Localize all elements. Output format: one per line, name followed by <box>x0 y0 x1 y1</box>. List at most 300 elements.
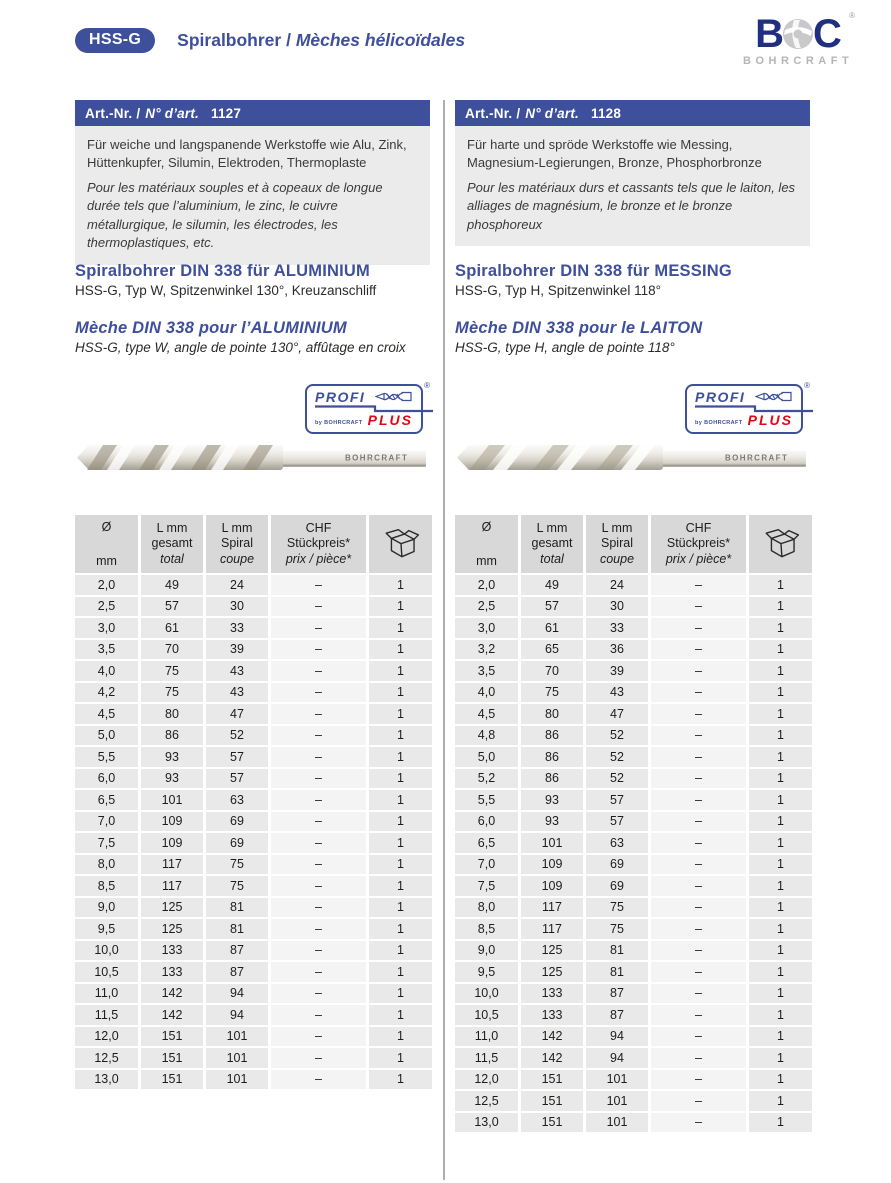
table-row <box>75 962 432 982</box>
table-cell: 39 <box>586 661 648 681</box>
table-cell: 81 <box>586 941 648 961</box>
table-cell: 93 <box>141 769 203 789</box>
drill-bit-photo <box>75 436 430 478</box>
table-row <box>455 790 812 810</box>
table-cell: 47 <box>206 704 268 724</box>
table-cell: – <box>651 876 746 896</box>
table-cell: 43 <box>206 683 268 703</box>
table-cell: 4,8 <box>455 726 518 746</box>
table-cell: 30 <box>586 597 648 617</box>
table-cell: 94 <box>206 984 268 1004</box>
table-cell: 69 <box>206 812 268 832</box>
plus-label: PLUS <box>747 412 793 428</box>
table-cell: 12,5 <box>455 1091 518 1111</box>
table-cell: 3,5 <box>75 640 138 660</box>
profi-label: PROFI <box>315 388 366 405</box>
table-cell: 12,0 <box>455 1070 518 1090</box>
page-header <box>75 28 465 53</box>
table-cell: 1 <box>749 898 812 918</box>
table-cell: – <box>271 855 366 875</box>
table-row <box>455 618 812 638</box>
table-row <box>455 1048 812 1068</box>
table-cell: 11,0 <box>75 984 138 1004</box>
table-cell: 1 <box>749 984 812 1004</box>
table-cell: 1 <box>369 1005 432 1025</box>
table-row <box>455 941 812 961</box>
table-cell: 1 <box>369 962 432 982</box>
drill-bit-photo <box>455 436 810 478</box>
table-cell: – <box>271 876 366 896</box>
table-cell: – <box>651 833 746 853</box>
box-icon <box>761 526 801 563</box>
table-cell: 1 <box>749 747 812 767</box>
table-cell: – <box>651 769 746 789</box>
table-cell: 1 <box>369 898 432 918</box>
table-row <box>455 1070 812 1090</box>
table-cell: 10,5 <box>75 962 138 982</box>
table-cell: – <box>651 726 746 746</box>
table-cell: 125 <box>141 898 203 918</box>
header-price: CHF Stückpreis* prix / pièce* <box>271 515 366 573</box>
table-cell: 47 <box>586 704 648 724</box>
table-row <box>455 769 812 789</box>
table-cell: 1 <box>749 1113 812 1133</box>
table-row <box>75 769 432 789</box>
table-cell: 13,0 <box>75 1070 138 1090</box>
table-cell: 101 <box>586 1070 648 1090</box>
table-cell: 1 <box>369 597 432 617</box>
table-cell: – <box>651 747 746 767</box>
table-cell: 1 <box>369 833 432 853</box>
table-cell: 30 <box>206 597 268 617</box>
globe-icon <box>781 17 815 51</box>
table-cell: 151 <box>521 1091 583 1111</box>
table-cell: 8,0 <box>455 898 518 918</box>
table-cell: 133 <box>521 984 583 1004</box>
article-number: 1127 <box>210 105 242 121</box>
table-cell: 1 <box>369 747 432 767</box>
table-cell: 109 <box>521 876 583 896</box>
table-cell: 57 <box>521 597 583 617</box>
product-column-1128 <box>455 100 810 1134</box>
table-cell: 109 <box>141 812 203 832</box>
table-cell: 57 <box>141 597 203 617</box>
table-cell: 1 <box>749 769 812 789</box>
table-cell: 117 <box>141 855 203 875</box>
table-cell: 117 <box>141 876 203 896</box>
table-cell: 52 <box>586 726 648 746</box>
table-row <box>455 812 812 832</box>
table-cell: 6,0 <box>455 812 518 832</box>
table-cell: 43 <box>586 683 648 703</box>
table-cell: 151 <box>141 1048 203 1068</box>
by-bohrcraft-label: by BOHRCRAFT <box>695 420 743 426</box>
table-cell: – <box>271 575 366 595</box>
table-cell: 94 <box>206 1005 268 1025</box>
table-row <box>75 941 432 961</box>
table-cell: 69 <box>586 855 648 875</box>
table-cell: 6,5 <box>75 790 138 810</box>
table-cell: 1 <box>749 919 812 939</box>
product-subtitle-french: HSS-G, type W, angle de pointe 130°, affûtage en croix <box>75 340 406 355</box>
table-cell: 5,0 <box>75 726 138 746</box>
table-row <box>455 1113 812 1133</box>
table-cell: – <box>651 855 746 875</box>
table-cell: 1 <box>749 962 812 982</box>
table-cell: – <box>651 640 746 660</box>
table-cell: 1 <box>749 1070 812 1090</box>
table-row <box>75 876 432 896</box>
table-cell: 12,0 <box>75 1027 138 1047</box>
table-cell: – <box>271 812 366 832</box>
table-row <box>455 683 812 703</box>
table-cell: – <box>651 962 746 982</box>
table-cell: 4,0 <box>75 661 138 681</box>
table-row <box>75 919 432 939</box>
table-cell: 94 <box>586 1027 648 1047</box>
table-row <box>75 618 432 638</box>
table-row <box>455 984 812 1004</box>
table-cell: 1 <box>749 704 812 724</box>
table-cell: 61 <box>521 618 583 638</box>
table-cell: – <box>271 984 366 1004</box>
table-cell: 93 <box>521 790 583 810</box>
table-cell: 1 <box>749 683 812 703</box>
table-row <box>75 747 432 767</box>
table-cell: 101 <box>206 1027 268 1047</box>
table-cell: 1 <box>749 1048 812 1068</box>
size-price-table <box>72 513 435 1091</box>
table-cell: 9,0 <box>455 941 518 961</box>
table-cell: 1 <box>749 726 812 746</box>
table-cell: – <box>271 962 366 982</box>
table-cell: 3,0 <box>75 618 138 638</box>
product-title-french: Mèche DIN 338 pour le LAITON <box>455 319 703 337</box>
table-cell: 12,5 <box>75 1048 138 1068</box>
table-cell: 24 <box>206 575 268 595</box>
table-cell: – <box>651 704 746 724</box>
logo-letter-b: B <box>755 12 783 56</box>
table-cell: 8,5 <box>455 919 518 939</box>
table-cell: 2,0 <box>455 575 518 595</box>
table-row <box>75 597 432 617</box>
table-cell: 10,0 <box>455 984 518 1004</box>
table-cell: – <box>271 661 366 681</box>
table-cell: 1 <box>369 984 432 1004</box>
table-row <box>75 683 432 703</box>
table-cell: 75 <box>141 683 203 703</box>
table-cell: 133 <box>141 962 203 982</box>
table-cell: 75 <box>521 683 583 703</box>
table-row <box>75 833 432 853</box>
drill-icon <box>755 390 793 403</box>
table-row <box>455 919 812 939</box>
page-title: Spiralbohrer / Mèches hélicoïdales <box>177 30 466 50</box>
table-cell: 1 <box>369 1070 432 1090</box>
size-price-table <box>452 513 815 1134</box>
table-cell: 11,5 <box>75 1005 138 1025</box>
header-spiral-length: L mm Spiral coupe <box>586 515 648 573</box>
table-cell: 1 <box>749 1005 812 1025</box>
table-cell: – <box>271 747 366 767</box>
table-cell: 87 <box>586 1005 648 1025</box>
table-cell: – <box>271 833 366 853</box>
table-row <box>75 1005 432 1025</box>
table-row <box>75 812 432 832</box>
hss-g-badge: HSS-G <box>75 28 155 53</box>
table-cell: 81 <box>206 919 268 939</box>
table-cell: 1 <box>369 790 432 810</box>
table-cell: 9,5 <box>75 919 138 939</box>
table-cell: 24 <box>586 575 648 595</box>
table-cell: 133 <box>141 941 203 961</box>
bohrcraft-logo <box>743 11 855 67</box>
table-cell: 3,0 <box>455 618 518 638</box>
header-total-length: L mm gesamt total <box>521 515 583 573</box>
table-cell: – <box>651 597 746 617</box>
header-total-length: L mm gesamt total <box>141 515 203 573</box>
table-cell: 65 <box>521 640 583 660</box>
table-cell: – <box>651 1091 746 1111</box>
table-cell: 101 <box>141 790 203 810</box>
logo-letter-c: C <box>813 12 841 56</box>
table-cell: 5,5 <box>455 790 518 810</box>
table-cell: – <box>651 1048 746 1068</box>
table-cell: – <box>271 704 366 724</box>
table-row <box>75 1027 432 1047</box>
profi-plus-logo: ® PROFI by BOHRCRAFT PLUS <box>305 384 430 430</box>
table-row <box>455 661 812 681</box>
table-cell: 1 <box>369 683 432 703</box>
table-cell: 5,2 <box>455 769 518 789</box>
table-cell: 1 <box>749 618 812 638</box>
description-french: Pour les matériaux durs et cassants tels que le laiton, les alliages de magnésium, le bronze et le bronze phosphoreux <box>467 179 796 232</box>
table-cell: 133 <box>521 1005 583 1025</box>
table-cell: 6,0 <box>75 769 138 789</box>
table-cell: 63 <box>206 790 268 810</box>
product-title-german: Spiralbohrer DIN 338 für MESSING <box>455 262 732 280</box>
table-cell: – <box>651 919 746 939</box>
table-cell: 49 <box>141 575 203 595</box>
table-cell: 93 <box>521 812 583 832</box>
table-row <box>455 962 812 982</box>
table-cell: – <box>271 618 366 638</box>
table-cell: – <box>651 941 746 961</box>
table-cell: 13,0 <box>455 1113 518 1133</box>
table-row <box>75 898 432 918</box>
table-cell: 1 <box>749 833 812 853</box>
table-cell: 80 <box>521 704 583 724</box>
table-cell: – <box>271 597 366 617</box>
table-row <box>75 575 432 595</box>
plus-label: PLUS <box>367 412 413 428</box>
product-column-1127 <box>75 100 430 1091</box>
table-cell: 1 <box>749 855 812 875</box>
table-cell: 70 <box>141 640 203 660</box>
table-cell: 86 <box>521 726 583 746</box>
table-row <box>455 747 812 767</box>
table-cell: 57 <box>586 812 648 832</box>
table-cell: 52 <box>206 726 268 746</box>
table-cell: – <box>651 1113 746 1133</box>
table-cell: 1 <box>749 1027 812 1047</box>
table-cell: 36 <box>586 640 648 660</box>
product-subtitle-french: HSS-G, type H, angle de pointe 118° <box>455 340 675 355</box>
table-row <box>75 640 432 660</box>
table-cell: 1 <box>369 769 432 789</box>
table-cell: 57 <box>586 790 648 810</box>
article-number: 1128 <box>590 105 622 121</box>
table-cell: 1 <box>749 575 812 595</box>
table-cell: – <box>271 1005 366 1025</box>
table-cell: 81 <box>586 962 648 982</box>
table-row <box>455 726 812 746</box>
table-cell: 87 <box>206 962 268 982</box>
table-cell: – <box>271 726 366 746</box>
table-cell: 1 <box>369 1027 432 1047</box>
table-cell: 69 <box>586 876 648 896</box>
table-cell: 1 <box>369 855 432 875</box>
table-row <box>455 640 812 660</box>
table-cell: 9,5 <box>455 962 518 982</box>
table-cell: – <box>651 898 746 918</box>
description-german: Für weiche und langspanende Werkstoffe wie Alu, Zink, Hüttenkupfer, Silumin, Elektroden, Thermoplaste <box>87 137 407 171</box>
table-cell: 87 <box>206 941 268 961</box>
table-cell: 7,5 <box>75 833 138 853</box>
table-cell: 61 <box>141 618 203 638</box>
table-cell: 1 <box>749 790 812 810</box>
table-row <box>455 1005 812 1025</box>
table-cell: 7,5 <box>455 876 518 896</box>
profi-plus-logo: ® PROFI by BOHRCRAFT PLUS <box>685 384 810 430</box>
table-cell: 1 <box>369 941 432 961</box>
table-cell: 101 <box>206 1048 268 1068</box>
table-cell: 86 <box>141 726 203 746</box>
table-cell: 8,0 <box>75 855 138 875</box>
table-cell: – <box>651 575 746 595</box>
table-row <box>75 1070 432 1090</box>
description-box <box>75 126 430 265</box>
header-diameter: Ø mm <box>75 515 138 573</box>
table-cell: 49 <box>521 575 583 595</box>
table-cell: 4,5 <box>455 704 518 724</box>
table-cell: 1 <box>749 1091 812 1111</box>
table-cell: 52 <box>586 769 648 789</box>
table-cell: 1 <box>749 876 812 896</box>
profi-label: PROFI <box>695 388 746 405</box>
table-cell: 4,2 <box>75 683 138 703</box>
table-cell: 86 <box>521 747 583 767</box>
table-row <box>75 790 432 810</box>
table-cell: 93 <box>141 747 203 767</box>
header-packaging <box>369 515 432 573</box>
table-cell: 1 <box>369 876 432 896</box>
svg-text:BOHRCRAFT: BOHRCRAFT <box>725 453 789 463</box>
table-cell: 75 <box>141 661 203 681</box>
table-cell: 1 <box>749 812 812 832</box>
table-cell: 75 <box>206 855 268 875</box>
product-subtitle-german: HSS-G, Typ H, Spitzenwinkel 118° <box>455 283 661 298</box>
table-cell: – <box>651 984 746 1004</box>
table-cell: 1 <box>369 661 432 681</box>
table-cell: – <box>271 790 366 810</box>
table-cell: 1 <box>369 618 432 638</box>
table-cell: 63 <box>586 833 648 853</box>
table-cell: – <box>651 1027 746 1047</box>
table-cell: 2,5 <box>455 597 518 617</box>
table-cell: 86 <box>521 769 583 789</box>
table-row <box>455 1091 812 1111</box>
column-divider <box>443 100 445 1180</box>
box-icon <box>381 526 421 563</box>
table-row <box>455 833 812 853</box>
table-cell: 1 <box>749 640 812 660</box>
table-cell: 81 <box>206 898 268 918</box>
table-cell: 1 <box>369 726 432 746</box>
table-cell: 3,5 <box>455 661 518 681</box>
table-cell: – <box>271 1070 366 1090</box>
product-subtitle-german: HSS-G, Typ W, Spitzenwinkel 130°, Kreuzanschliff <box>75 283 377 298</box>
table-cell: 11,5 <box>455 1048 518 1068</box>
table-cell: 70 <box>521 661 583 681</box>
table-cell: 33 <box>206 618 268 638</box>
table-cell: 8,5 <box>75 876 138 896</box>
header-packaging <box>749 515 812 573</box>
table-cell: – <box>271 1048 366 1068</box>
table-row <box>75 855 432 875</box>
table-cell: – <box>271 941 366 961</box>
table-cell: 2,0 <box>75 575 138 595</box>
table-cell: 101 <box>206 1070 268 1090</box>
table-row <box>455 855 812 875</box>
table-header <box>75 515 432 573</box>
table-row <box>455 704 812 724</box>
table-cell: 117 <box>521 919 583 939</box>
table-cell: 80 <box>141 704 203 724</box>
table-cell: 1 <box>749 941 812 961</box>
table-cell: – <box>651 1005 746 1025</box>
header-price: CHF Stückpreis* prix / pièce* <box>651 515 746 573</box>
table-cell: 4,5 <box>75 704 138 724</box>
table-cell: 1 <box>369 919 432 939</box>
table-cell: – <box>651 812 746 832</box>
table-cell: 117 <box>521 898 583 918</box>
table-cell: – <box>651 790 746 810</box>
table-cell: 39 <box>206 640 268 660</box>
table-cell: 57 <box>206 769 268 789</box>
table-cell: – <box>271 1027 366 1047</box>
table-cell: 7,0 <box>75 812 138 832</box>
table-cell: 10,5 <box>455 1005 518 1025</box>
table-cell: 7,0 <box>455 855 518 875</box>
table-row <box>455 597 812 617</box>
description-box <box>455 126 810 246</box>
table-cell: 142 <box>141 984 203 1004</box>
product-title-french: Mèche DIN 338 pour l’ALUMINIUM <box>75 319 347 337</box>
table-row <box>75 1048 432 1068</box>
table-row <box>455 1027 812 1047</box>
table-cell: – <box>651 618 746 638</box>
table-cell: 4,0 <box>455 683 518 703</box>
table-cell: 151 <box>141 1070 203 1090</box>
table-row <box>75 726 432 746</box>
header-diameter: Ø mm <box>455 515 518 573</box>
table-cell: 75 <box>586 898 648 918</box>
svg-text:BOHRCRAFT: BOHRCRAFT <box>345 453 409 463</box>
product-title-german: Spiralbohrer DIN 338 für ALUMINIUM <box>75 262 370 280</box>
table-cell: 10,0 <box>75 941 138 961</box>
table-row <box>75 704 432 724</box>
